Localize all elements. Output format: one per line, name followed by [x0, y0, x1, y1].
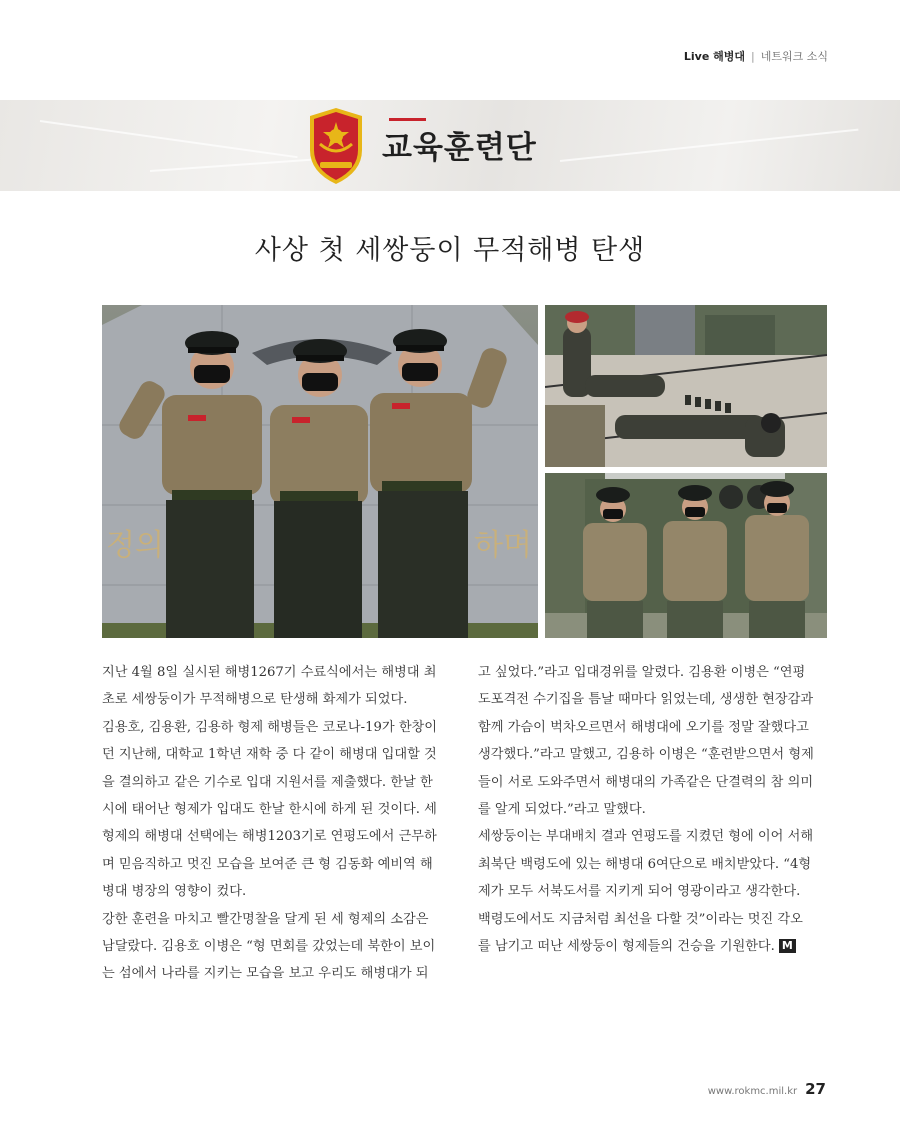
body-line: 병대 병장의 영향이 컸다.	[102, 884, 247, 900]
body-line: 도포격전 수기집을 틈날 때마다 읽었는데, 생생한 현장감과	[478, 692, 814, 708]
body-line: 를 알게 되었다.”라고 말했다.	[478, 802, 646, 818]
body-line: 김용호, 김용환, 김용하 형제 해병들은 코로나-19가 한창이	[102, 719, 438, 735]
running-head	[684, 48, 828, 64]
body-line: 남달랐다. 김용호 이병은 “형 면회를 갔었는데 북한이 보이	[102, 939, 436, 955]
wall-engraving-right: 하며	[474, 528, 532, 563]
article-body-right	[478, 659, 838, 960]
page-number: 27	[805, 1080, 826, 1098]
body-line: 강한 훈련을 마치고 빨간명찰을 달게 된 세 형제의 소감은	[102, 911, 429, 927]
body-line: 던 지난해, 대학교 1학년 재학 중 다 같이 해병대 입대할 것	[102, 747, 437, 763]
body-line: 시에 태어난 형제가 입대도 한날 한시에 하게 된 것이다. 세	[102, 802, 437, 818]
marble-vein	[40, 120, 298, 158]
section-banner	[0, 100, 900, 191]
end-mark-icon: M	[779, 939, 796, 953]
unit-name: 교육훈련단	[382, 130, 537, 166]
body-line: 최북단 백령도에 있는 해병대 6여단으로 배치받았다. “4형	[478, 856, 812, 872]
body-line: 함께 가슴이 벅차오르면서 해병대에 오기를 정말 잘했다고	[478, 719, 809, 735]
body-line: 을 결의하고 같은 기수로 입대 지원서를 제출했다. 한날 한	[102, 774, 433, 790]
body-line: 세쌍둥이는 부대배치 결과 연평도를 지켰던 형에 이어 서해	[478, 829, 814, 845]
body-line: 백령도에서도 지금처럼 최선을 다할 것”이라는 멋진 각오	[478, 911, 803, 927]
page-footer	[708, 1080, 826, 1098]
body-line: 는 섬에서 나라를 지키는 모습을 보고 우리도 해병대가 되	[102, 966, 429, 982]
title-accent-bar	[389, 118, 426, 121]
body-line: 생각했다.”라고 말했고, 김용하 이병은 “훈련받으면서 형제	[478, 747, 814, 763]
photo-triplets-posing	[102, 305, 538, 638]
photo-rope-training	[545, 305, 827, 467]
article-headline: 사상 첫 세쌍둥이 무적해병 탄생	[254, 235, 646, 266]
running-head-section: 네트워크 소식	[760, 50, 828, 63]
body-line: 고 싶었다.”라고 입대경위를 알렸다. 김용환 이병은 “연평	[478, 665, 806, 680]
marble-vein	[560, 129, 859, 162]
article-body-left	[102, 659, 462, 988]
body-line: 들이 서로 도와주면서 해병대의 가족같은 단결력의 참 의미	[478, 774, 814, 790]
running-head-brand: Live 해병대	[683, 50, 746, 63]
wall-engraving-left: 정의	[106, 528, 164, 563]
running-head-separator: |	[751, 49, 755, 63]
body-line-last	[478, 933, 838, 960]
body-line: 를 남기고 떠난 세쌍둥이 형제들의 건승을 기원한다.	[478, 939, 775, 955]
photo-triplets-salute	[545, 473, 827, 638]
marine-corps-emblem-icon	[306, 106, 366, 186]
body-line: 제가 모두 서북도서를 지키게 되어 영광이라고 생각한다.	[478, 884, 801, 900]
body-line: 지난 4월 8일 실시된 해병1267기 수료식에서는 해병대 최	[102, 665, 437, 680]
body-line: 초로 세쌍둥이가 무적해병으로 탄생해 화제가 되었다.	[102, 692, 408, 708]
body-line: 형제의 해병대 선택에는 해병1203기로 연평도에서 근무하	[102, 829, 437, 845]
right-column-text	[478, 659, 838, 960]
body-line: 며 믿음직하고 멋진 모습을 보여준 큰 형 김동화 예비역 해	[102, 856, 433, 872]
left-column-text	[102, 659, 462, 988]
footer-url: www.rokmc.mil.kr	[707, 1086, 798, 1097]
